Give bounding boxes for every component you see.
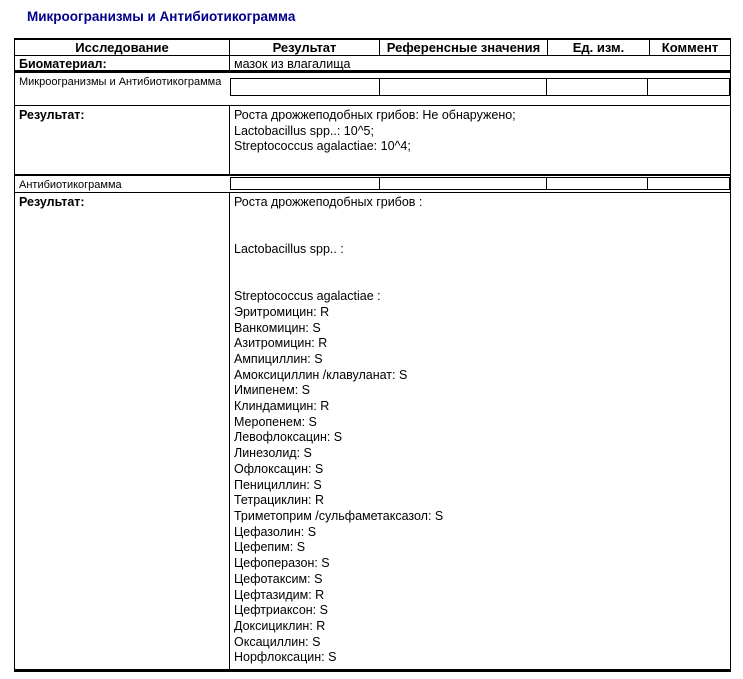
result-line: Меропенем: S: [234, 414, 317, 429]
result-label: Результат:: [15, 106, 230, 174]
result-line: Левофлоксацин: S: [234, 430, 343, 445]
result-line: Азитромицин: R: [234, 336, 328, 351]
section-microorganisms-label: Микроогранизмы и Антибиотикограмма: [19, 76, 222, 88]
result-line: Ампициллин: S: [234, 351, 323, 366]
section-empty-cells: [230, 73, 730, 105]
result-line: Роста дрожжеподобных грибов :: [234, 195, 423, 209]
empty-units-cell: [546, 78, 648, 96]
result-line: Цефтриаксон: S: [234, 603, 328, 618]
result-line: Цефазолин: S: [234, 524, 317, 539]
antibiogram-lines: [230, 193, 730, 669]
result-label: Результат:: [15, 193, 230, 669]
result-line: Амоксициллин /клавуланат: S: [234, 367, 408, 382]
result-lines: [230, 106, 730, 174]
result-row-antibiogram: [15, 193, 730, 669]
column-header-units: Ед. изм.: [548, 40, 650, 55]
result-line: Цефотаксим: S: [234, 571, 323, 586]
result-line: [234, 258, 726, 274]
empty-comment-cell: [647, 78, 730, 96]
empty-reference-cell: [379, 177, 547, 190]
section-empty-cells: [230, 176, 730, 192]
result-line: Оксациллин: S: [234, 634, 321, 649]
page-title: Микроогранизмы и Антибиотикограмма: [27, 9, 296, 24]
column-header-result: Результат: [230, 40, 380, 55]
result-line: Роста дрожжеподобных грибов: Не обнаружено;: [234, 108, 516, 122]
column-header-reference: Референсные значения: [380, 40, 548, 55]
result-line: Линезолид: S: [234, 446, 312, 461]
result-line: Эритромицин: R: [234, 304, 330, 319]
result-line: Имипенем: S: [234, 383, 311, 398]
column-header-comment: Коммент: [661, 40, 719, 55]
empty-units-cell: [546, 177, 648, 190]
biomaterial-label: Биоматериал:: [15, 56, 230, 70]
section-row-antibiogram: [15, 176, 730, 193]
result-line: Триметоприм /сульфаметаксазол: S: [234, 509, 444, 523]
result-line: Streptococcus agalactiae :: [234, 289, 381, 304]
result-row-microorganisms: [15, 106, 730, 176]
empty-reference-cell: [379, 78, 547, 96]
biomaterial-row: [15, 56, 730, 73]
result-line: Тетрациклин: R: [234, 493, 325, 508]
result-line: Цефепим: S: [234, 540, 306, 555]
section-row-microorganisms: [15, 73, 730, 106]
result-line: [234, 211, 726, 227]
table-header-row: [15, 40, 730, 56]
result-line: [234, 273, 726, 289]
empty-result-cell: [230, 177, 380, 190]
result-line: Ванкомицин: S: [234, 320, 321, 335]
result-line: Пенициллин: S: [234, 477, 322, 492]
result-line: [234, 226, 726, 242]
result-line: Клиндамицин: R: [234, 399, 330, 414]
biomaterial-value: мазок из влагалища: [234, 57, 351, 71]
result-line: Lactobacillus spp.. :: [234, 242, 344, 257]
section-antibiogram-label: Антибиотикограмма: [19, 179, 122, 191]
result-line: Цефтазидим: R: [234, 587, 325, 602]
result-line: Цефоперазон: S: [234, 556, 330, 571]
results-table: [14, 38, 731, 672]
result-line: Streptococcus agalactiae: 10^4;: [234, 139, 411, 154]
result-line: Lactobacillus spp..: 10^5;: [234, 123, 374, 138]
column-header-study: Исследование: [15, 40, 230, 55]
result-line: Офлоксацин: S: [234, 461, 324, 476]
empty-result-cell: [230, 78, 380, 96]
result-line: Доксициклин: R: [234, 618, 326, 633]
result-line: Норфлоксацин: S: [234, 650, 337, 665]
empty-comment-cell: [647, 177, 730, 190]
